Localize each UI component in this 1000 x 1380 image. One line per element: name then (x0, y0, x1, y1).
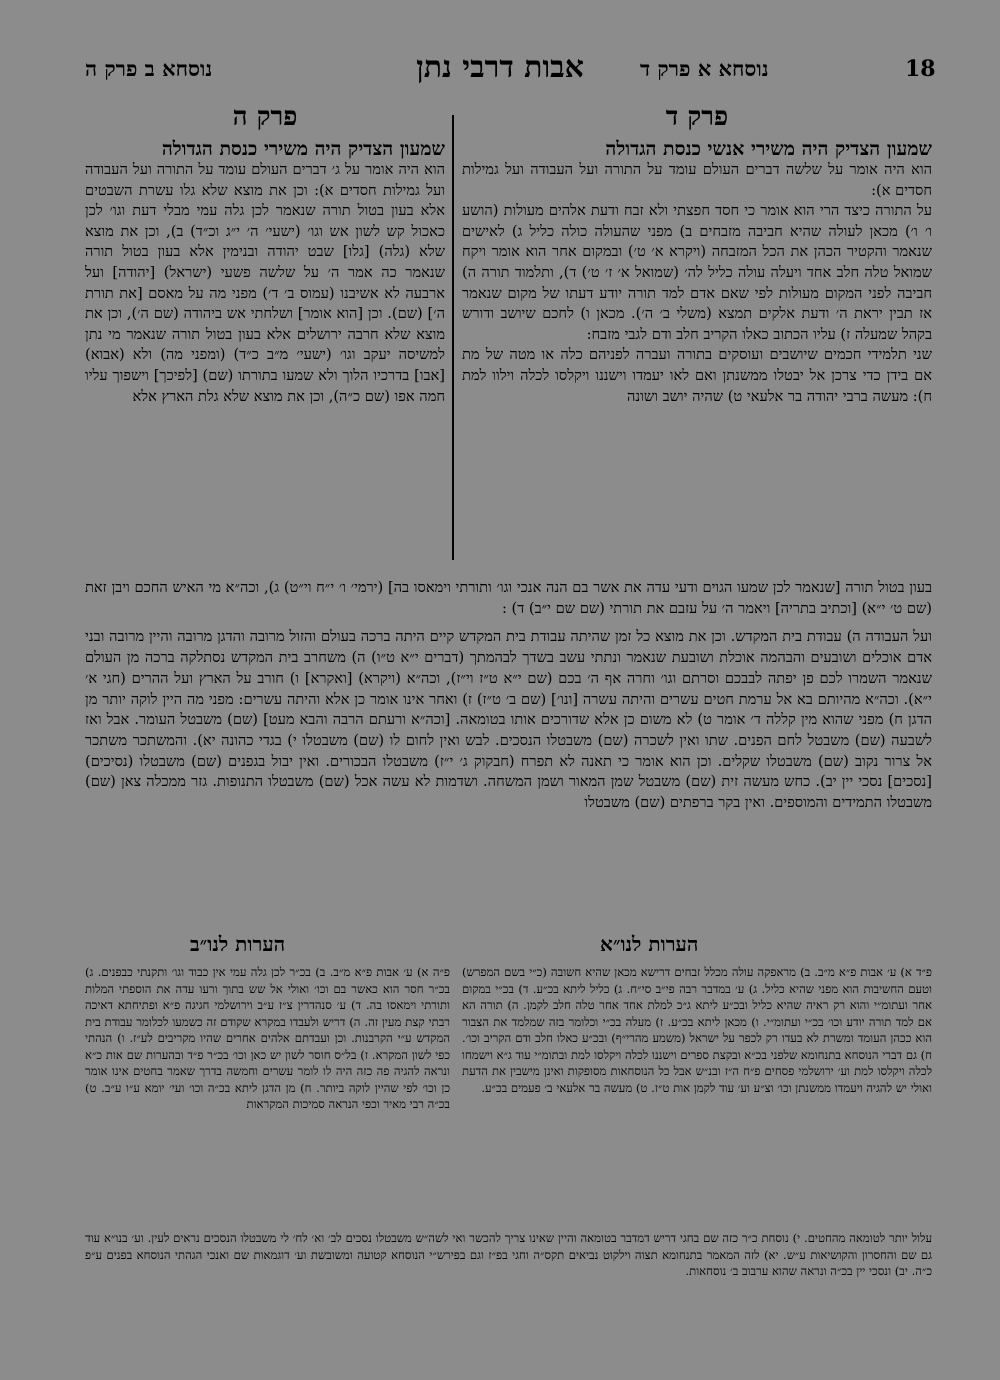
column-b-body (85, 160, 445, 407)
chapter-lead-a: שמעון הצדיק היה משירי אנשי כנסת הגדולה (605, 138, 932, 160)
full-width-text (85, 578, 932, 822)
paragraph: הוא היה אומר על שלשה דברים העולם עומד על התורה ועל העבודה ועל גמילות חסדים א): (462, 161, 932, 199)
notes-title-b: הערות לנו״ב (190, 932, 286, 956)
running-header-left: נוסחא ב פרק ה (85, 56, 213, 81)
notes-continuation: עלול יותר לטומאה מהחטים. י) נוסחת כ״ר כזה שם בחגי דריש דמדבר בטומאה והיין שאינו צריך להכשר ואי לשה״ש משבטלו נסכים לב׳ וא׳ לח׳ לי משבטלו הנסכים נראים לעין. וע׳ בנו״א עוד גם שם והחסרון והקושיאות ע״ש. יא) לזה המאמר בתנחומא תצוה וילקוט נביאים תקס״ה וחגי בפ״ז וגם בפירש״י הנוסחא קטועה ומשובשת וע׳ דוגמאות שם ואנכי הגהתי הנוסחא בפנים ע״פ כ״ה. יב) ונסכי יין בכ״ה ונראה שהוא ערבוב ב׳ נוסחאות. (85, 1231, 932, 1278)
page-number: 18 (905, 56, 936, 82)
paragraph: שני תלמידי חכמים שיושבים ועוסקים בתורה ועברה לפניהם כלה או מטה של מת אם בידן כדי צרכן אל יבטלו ממשנתן ואם לאו יעמדו וישננו ויקלסו לכלה וילוו למת ח): מעשה ברבי יהודה בר אלעאי ט) שהיה יושב ושונה (462, 346, 932, 405)
running-header-right: נוסחא א פרק ד (640, 56, 769, 81)
notes-title-a: הערות לנו״א (600, 932, 699, 956)
running-header-title: אבות דרבי נתן (416, 50, 584, 85)
chapter-lead-b: שמעון הצדיק היה משירי כנסת הגדולה (161, 138, 445, 160)
chapter-title-b: פרק ה (232, 102, 298, 132)
paragraph: הוא היה אומר על ג׳ דברים העולם עומד על התורה ועל העבודה ועל גמילות חסדים א): וכן את מוצא שלא גלו עשרת השבטים אלא בעון בטול תורה שנאמר לכן גלה עמי מבלי דעת וגו׳ לכן כאכול קש לשון אש וגו׳ (ישעי׳ ה׳ י״ג וכ״ד) ב), וכן את מוצא שלא (גלה) [גלו] שבט יהודה ובנימין אלא בעון בטול תורה שנאמר כה אמר ה׳ על שלשה פשעי (ישראל) [יהודה] ועל ארבעה לא אשיבנו (עמוס ב׳ ד׳) מפני מה על מאסם [את תורת ה׳] (שם). וכן [הוא אומר] ושלחתי אש ביהודה (שם ה׳), וכן את מוצא שלא חרבה ירושלים אלא בעון בטול תורה שנאמר מי נתן למשיסה יעקב וגו׳ (ישעי׳ מ״ב כ״ד) (ומפני מה) ולא (אבוא) [אבו] בדרכיו הלוך ולא שמעו בתורתו (שם) [לפיכך] וישפוך עליו חמה אפו (שם כ״ה), וכן את מוצא שלא גלת הארץ אלא (85, 161, 445, 405)
column-a-body (462, 160, 932, 407)
paragraph: בעון בטול תורה [שנאמר לכן שמעו הגוים ודעי עדה את אשר בם הנה אנכי וגו׳ ותורתי וימאסו בה] (ירמי׳ ו׳ י״ח וי״ט) ג), וכה״א מי האיש החכם ויבן זאת (שם ט׳ י״א) [וכתיב בתריה] ויאמר ה׳ על עזבם את תורתי (שם שם י״ב) ד) : (85, 579, 932, 617)
version-b-column (85, 102, 445, 407)
chapter-title-a: פרק ד (665, 102, 729, 132)
paragraph: ועל העבודה ה) עבודת בית המקדש. וכן את מוצא כל זמן שהיתה עבודת בית המקדש קיים היתה ברכה בעולם והזול מרובה והדגן מרובה והיין מרובה ובני אדם אוכלים ושובעים והבהמה אוכלת ושובעת שנאמר ונתתי עשב בשדך לבהמתך (דברים י״א ט״ו) ה) משחרב בית המקדש נסתלקה ברכה מן העולם שנאמר השמרו לכם פן יפתה לבבכם וסרתם וגו׳ וחרה אף ה׳ בכם (שם י״א ט״ז וי״ז), וכה״א (ויקרא) [ואקרא] ו) חורב על הארץ ועל ההרים (חגי א׳ י״א). וכה״א מהיותם בא אל ערמת חטים עשרים והיתה עשרה [ונו׳] (שם ב׳ ט״ז) ז) ואחר אינו אומר כן אלא והיתה עשרים: מפני מה היין לוקה יותר מן הדגן ח) מפני שהוא מין קללה ד׳ אומר ט) לא משום כן אלא שדורכים אותו בטומאה. [וכה״א ורעתם הרבה והבא מעט] (שם) משבטל העומר. אבל ואז לשבעה (שם) משבטל לחם הפנים. שתו ואין לשכרה (שם) משבטלו הנסכים. לבש ואין לחום לו (שם) משבטלו י) בגדי כהונה יא). והמשתכר משתכר אל צרור נקוב (שם) משבטלו שקלים. וכן הוא אומר כי תאנה לא תפרח (חבקוק ג׳ י״ז) משבטלו הבכורים. ואין יבול בגפנים (שם) משבטלו (נסיכים) [נסכים] נסכי יין יב). כחש מעשה זית (שם) משבטל שמן המאור ושמן המשחה. ושדמות לא עשה אכל (שם) משבטלו התנופות. גזר ממכלה צאן (שם) משבטלו התמידים והמוספים. ואין בקר ברפתים (שם) משבטלו (85, 628, 932, 812)
column-divider (452, 115, 454, 560)
version-a-column (462, 102, 932, 407)
notes-b: פ״ה א) ע׳ אבות פ״א מ״ב. ב) בכ״ר לכן גלה עמי אין כבוד וגו׳ ותקנתי כבפנים. ג) בכ״ר חסר הוא כאשר בם וכו׳ ואולי אל שש בתוך ורעו עדה את הוספתי המלות ותורתי וימאסו בה. ד) ע׳ סנהדרין צ״ז ע״ב וירושלמי חגיגה פ״א ופתיחתא דאיכה רבתי קצת מעין זה. ה) דריש ולעבדו במקרא שקודם זה כשמעו לכלומר עבודת בית המקדש ע״י הקרבנות. וכן ועבדתם אלהים אחרים שהיו מקריבים לע״ז. ו) הנהתי כפי לשון המקרא. ז) בל״ס חוסר לשון יש כאן וכו׳ בכ״ר פ״ד ובהערות שם אות כ״א ונראה להגיה פה כזה היה לו לומר עשרים וחמשה בדרך שאמר בחטים אינו אומר כן וכו׳ לפי שהיין לוקה ביותר. ח) מן הדגן ליתא בכ״ה וכו׳ ועי׳ יומא ע״ו ע״ב. ט) בכ״ה רבי מאיר וכפי הנראה סמיכות המקראות (85, 965, 450, 1111)
notes-a: פ״ד א) ע׳ אבות פ״א מ״ב. ב) מראפקה עולה מכלל זבחים דרישא מכאן שהיא חשובה (כ״י בשם המפרש) וטעם החשיבות הוא מפני שהיא כליל. ג) ע׳ במדבר רבה פי״ב סי״ח. ג) כליל ליתא בכ״ע. ד) בכ״י במקום אחר ועתומ״י והוא רק ראיה שהיא כליל ובכ״ע ליתא ג״כ למלת אחד אחר טלה חלב לקמן. ה) תורה הא אם למד תורה יודע וכו׳ בכ״י ועתומ״י. ו) מכאן ליתא בכ״ע. ז) מעלה בכ״י וכלומר בזה שמלמד את הצבור הוא ככהן העומד ומשרת לא בעדו רק לכפר על ישראל (משמע מהרי״ף) ובכ״ע כאלו חלב ודם הקריב וכו׳. ח) גם דברי הנוסחא בתנחומא שלפני בכ״א ובקצת ספרים וישננו לכלה ויקלסו למת ובתומ״י עוד ג״א וישמחו לכלה ויקלסו למת וע׳ ירושלמי פסחים פ״ח ה״ז ובנ״ש אבל כל הנוסחאות מסופקות ואינן מישבין את הדעת ואולי יש להגיה ויעמדו ממשנתן וכו׳ וצ״ע וע׳ עוד לקמן אות ט״ז. ט) מעשה בר אלעאי ב׳ פעמים בכ״ע. (462, 965, 932, 1095)
paragraph: על התורה כיצד הרי הוא אומר כי חסד חפצתי ולא זבח ודעת אלהים מעולות (הושע ו׳ ו׳) מכאן לעולה שהיא חביבה מזבחים ב) מפני שהעולה כולה כליל ג) לאישים שנאמר והקטיר הכהן את הכל המזבחה (ויקרא א׳ ט׳) ובמקום אחר הוא אומר ויקח שמואל טלה חלב אחד ויעלה עולה כליל לה׳ (שמואל א׳ ז׳ ט׳) ד), ותלמוד תורה ה) חביבה לפני המקום מעולות לפי שאם אדם למד תורה יודע דעתו של מקום שנאמר אז תבין יראת ה׳ ודעת אלקים תמצא (משלי ב׳ ה׳). מכאן ו) לחכם שיושב ודורש בקהל שמעלה ז) עליו הכתוב כאלו הקריב חלב ודם לגבי מזבח: (462, 202, 932, 343)
